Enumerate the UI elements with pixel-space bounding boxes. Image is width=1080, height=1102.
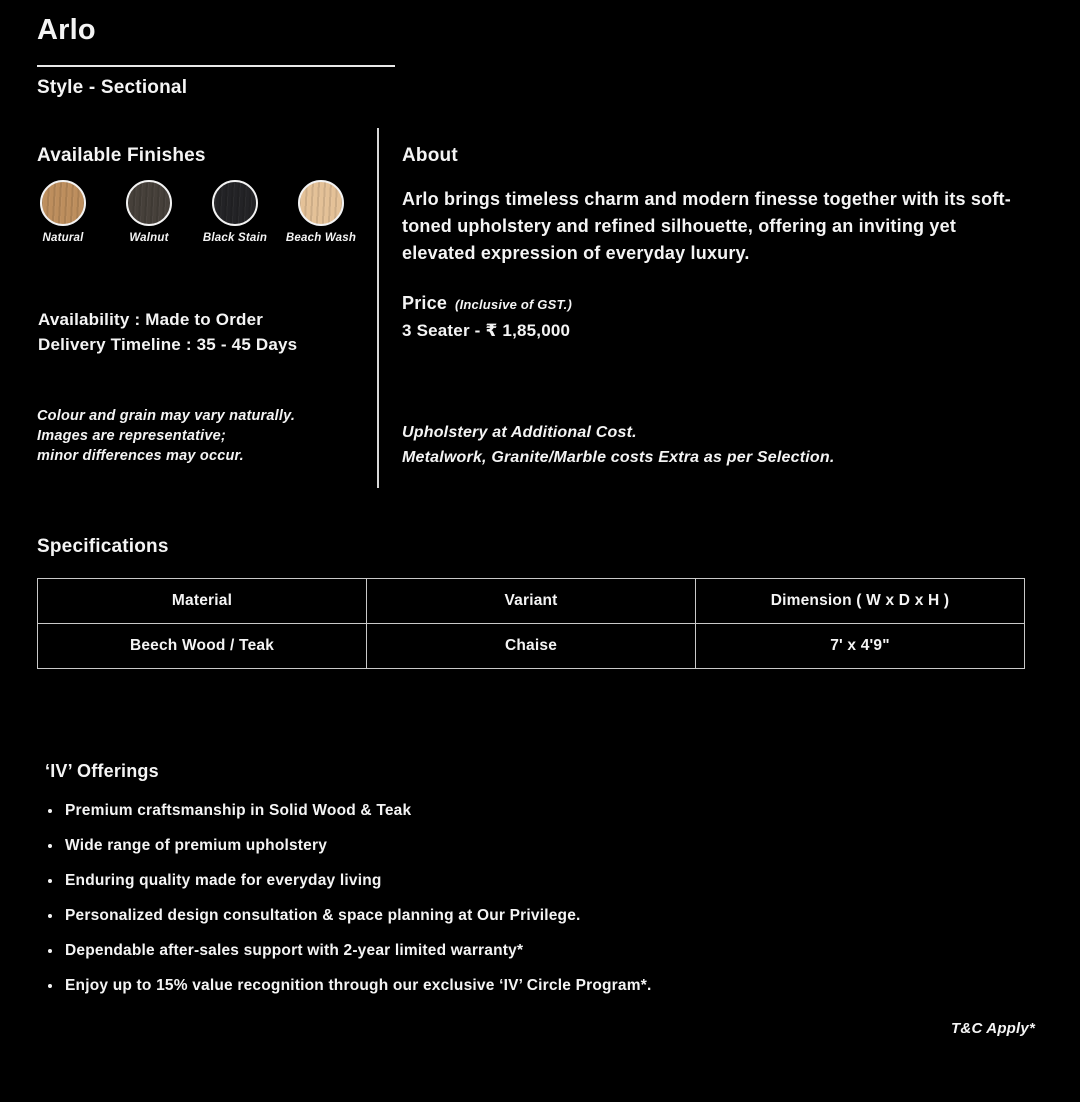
finish-swatch-black-stain (192, 180, 278, 244)
tnc-note: T&C Apply* (951, 1020, 1035, 1037)
iv-offerings-heading: ‘IV’ Offerings (45, 761, 159, 781)
specifications-heading: Specifications (37, 536, 169, 557)
bullet-icon (48, 809, 52, 813)
finish-swatch-walnut (106, 180, 192, 244)
finish-disclaimer-line: Images are representative; (37, 428, 226, 444)
list-item (48, 835, 651, 856)
list-item (48, 800, 651, 821)
availability-info (38, 307, 297, 357)
spec-col-material: Material (38, 579, 367, 624)
list-item (48, 975, 651, 996)
gst-note: (Inclusive of GST.) (455, 297, 573, 312)
iv-offerings-list (48, 800, 651, 1010)
delivery-timeline-line: Delivery Timeline : 35 - 45 Days (38, 335, 298, 354)
list-item (48, 870, 651, 891)
spec-header-row (38, 579, 1025, 624)
about-description: Arlo brings timeless charm and modern finesse together with its soft-toned upholstery and refined silhouette, offering an inviting yet elevated expression of everyday luxury. (402, 189, 1011, 263)
bullet-icon (48, 949, 52, 953)
finish-swatch-beach-wash (278, 180, 364, 244)
offering-text: Enduring quality made for everyday living (65, 872, 382, 889)
availability-line: Availability : Made to Order (38, 310, 264, 329)
style-subtitle: Style - Sectional (37, 77, 188, 98)
finish-disclaimer-line: Colour and grain may vary naturally. (37, 408, 296, 424)
price-heading: Price (402, 293, 448, 313)
finish-swatch-label: Black Stain (202, 232, 268, 244)
offering-text: Wide range of premium upholstery (65, 837, 328, 854)
bullet-icon (48, 984, 52, 988)
finish-disclaimer-line: minor differences may occur. (37, 448, 244, 464)
finish-swatch-label: Walnut (129, 232, 169, 244)
title-underline (37, 65, 395, 67)
finish-swatch-circle (298, 180, 344, 226)
cost-disclaimer-line: Metalwork, Granite/Marble costs Extra as per Selection. (402, 449, 835, 466)
spec-col-dimension: Dimension ( W x D x H ) (696, 579, 1025, 624)
list-item (48, 905, 651, 926)
specifications-table (37, 578, 1025, 669)
column-divider (377, 128, 379, 488)
price-value: 3 Seater - ₹ 1,85,000 (402, 321, 571, 340)
finish-swatch-circle (126, 180, 172, 226)
list-item (48, 940, 651, 961)
finish-swatch-label: Natural (42, 232, 84, 244)
finish-swatch-circle (40, 180, 86, 226)
cost-disclaimer-line: Upholstery at Additional Cost. (402, 424, 637, 441)
page-title: Arlo (37, 14, 96, 46)
offering-text: Premium craftsmanship in Solid Wood & Teak (65, 802, 412, 819)
spec-cell-dimension: 7' x 4'9" (696, 624, 1025, 669)
price-heading-row (402, 293, 572, 314)
finish-swatch-circle (212, 180, 258, 226)
spec-data-row (38, 624, 1025, 669)
finish-swatch-natural (20, 180, 106, 244)
about-heading: About (402, 145, 458, 166)
finish-disclaimer (37, 406, 295, 466)
offering-text: Personalized design consultation & space planning at Our Privilege. (65, 907, 581, 924)
bullet-icon (48, 879, 52, 883)
spec-cell-variant: Chaise (367, 624, 696, 669)
finish-swatch-label: Beach Wash (285, 232, 357, 244)
offering-text: Dependable after-sales support with 2-year limited warranty* (65, 942, 524, 959)
spec-cell-material: Beech Wood / Teak (38, 624, 367, 669)
available-finishes-heading: Available Finishes (37, 145, 206, 166)
spec-col-variant: Variant (367, 579, 696, 624)
offering-text: Enjoy up to 15% value recognition through our exclusive ‘IV’ Circle Program*. (65, 977, 652, 994)
bullet-icon (48, 844, 52, 848)
cost-disclaimer (402, 420, 834, 470)
bullet-icon (48, 914, 52, 918)
finish-swatches (20, 180, 364, 244)
